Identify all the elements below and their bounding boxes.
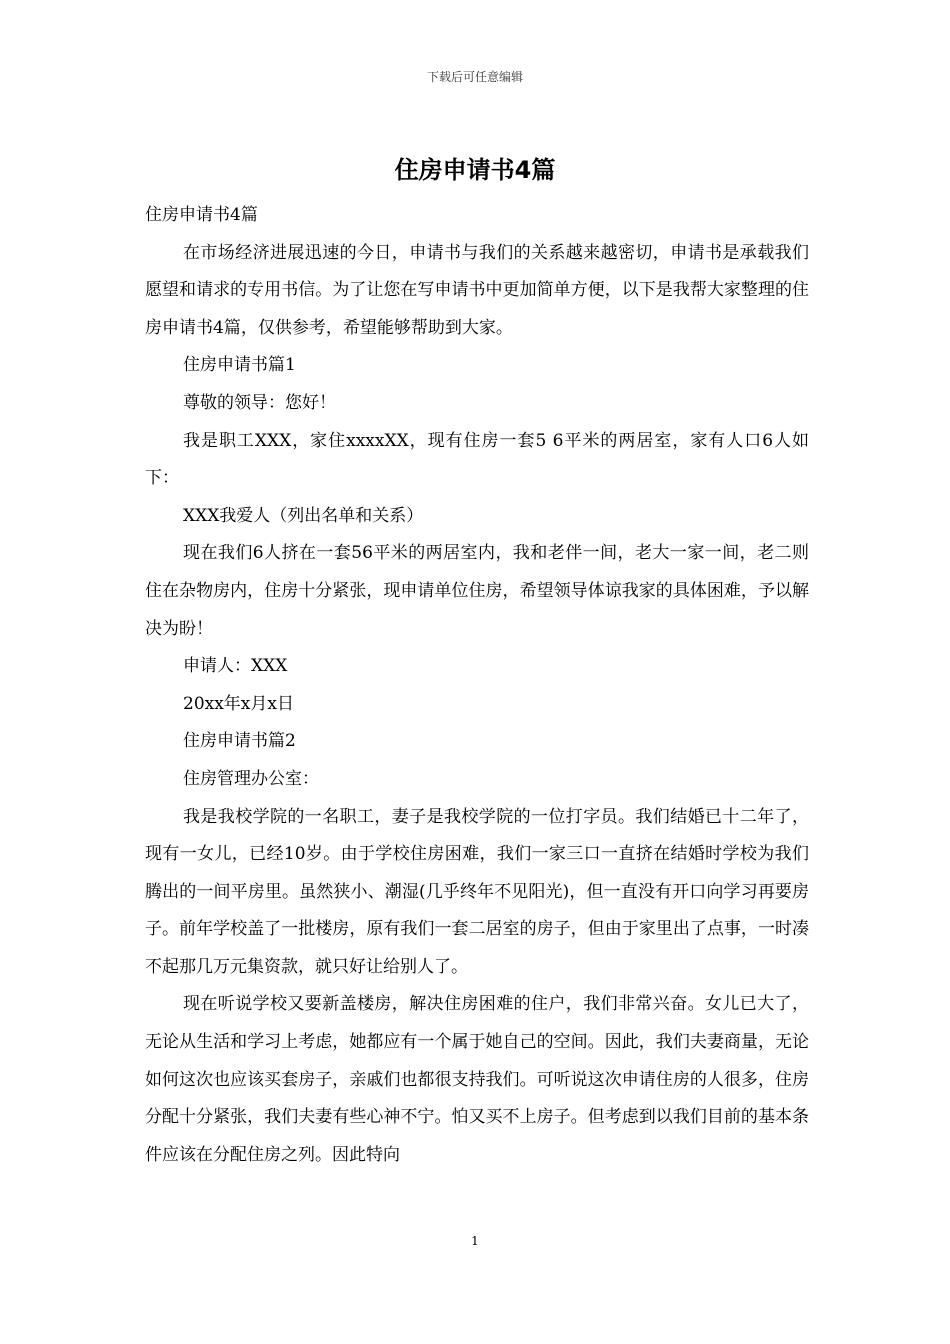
page-header: 下载后可任意编辑 [426, 70, 523, 84]
page-number: 1 [471, 1234, 479, 1248]
document-body [145, 197, 809, 1174]
paragraph: 在市场经济进展迅速的今日，申请书与我们的关系越来越密切，申请书是承载我们愿望和请求的专用书信。为了让您在写申请书中更加简单方便，以下是我帮大家整理的住房申请书4篇，仅供参考，希望能够帮助到大家。 [145, 242, 809, 338]
section-heading: 住房申请书篇1 [183, 355, 296, 376]
paragraph: 现在我们6人挤在一套56平米的两居室内，我和老伴一间，老大一家一间，老二则住在杂物房内，住房十分紧张，现申请单位住房，希望领导体谅我家的具体困难，予以解决为盼！ [145, 543, 809, 639]
paragraph: 我是我校学院的一名职工，妻子是我校学院的一位打字员。我们结婚已十二年了，现有一女儿，已经10岁。由于学校住房困难，我们一家三口一直挤在结婚时学校为我们腾出的一间平房里。虽然狭小、潮湿(几乎终年不见阳光)，但一直没有开口向学习再要房子。前年学校盖了一批楼房，原有我们一套二居室的房子，但由于家里出了点事，一时凑不起那几万元集资款，就只好让给别人了。 [145, 806, 809, 977]
signature-date: 20xx年x月x日 [183, 693, 294, 714]
paragraph: 现在听说学校又要新盖楼房，解决住房困难的住户，我们非常兴奋。女儿已大了，无论从生活和学习上考虑，她都应有一个属于她自己的空间。因此，我们夫妻商量，无论如何这次也应该买套房子，亲戚们也都很支持我们。可听说这次申请住房的人很多，住房分配十分紧张，我们夫妻有些心神不宁。怕又买不上房子。但考虑到以我们目前的基本条件应该在分配住房之列。因此特向 [145, 994, 809, 1165]
document-title: 住房申请书4篇 [394, 156, 556, 184]
paragraph: 住房申请书4篇 [145, 205, 258, 225]
signature-applicant: 申请人：XXX [183, 656, 288, 677]
paragraph: 我是职工XXX，家住xxxxXX，现有住房一套5 6平米的两居室，家有人口6人如下： [145, 430, 809, 489]
paragraph: XXX我爱人（列出名单和关系） [183, 505, 424, 526]
salutation: 尊敬的领导：您好！ [183, 392, 336, 413]
salutation: 住房管理办公室： [183, 768, 319, 789]
section-heading: 住房申请书篇2 [183, 731, 296, 752]
